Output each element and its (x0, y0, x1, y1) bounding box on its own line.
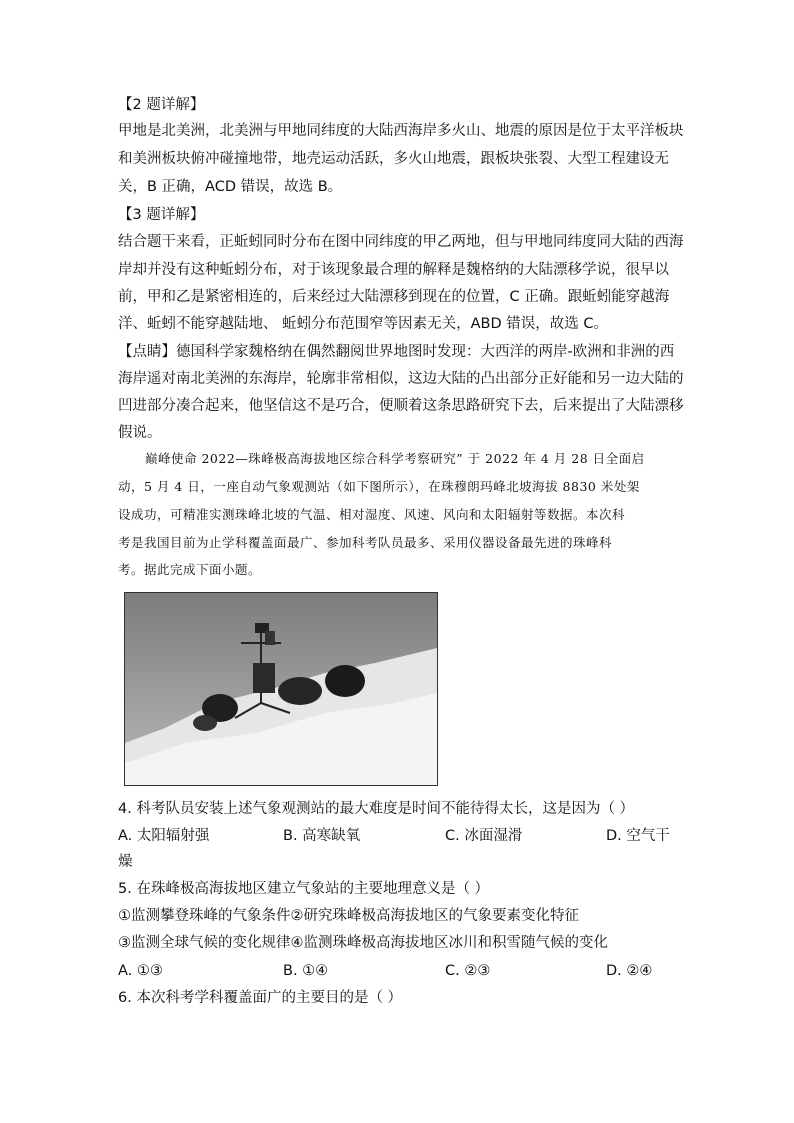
stem-line: 考。据此完成下面小题。 (118, 562, 262, 577)
option-c: C. ②③ (445, 963, 491, 979)
stem-line: 动，5 月 4 日，一座自动气象观测站（如下图所示），在珠穆朗玛峰北坡海拔 8830 米处架 (118, 479, 640, 494)
tip-line: 凹进部分凑合起来，他坚信这不是巧合，便顺着这条思路研究下去，后来提出了大陆漂移 (118, 398, 684, 414)
option-d: D. 空气干 (606, 828, 670, 844)
stem-line: 考是我国目前为止学科覆盖面最广、参加科考队员最多、采用仪器设备最先进的珠峰科 (118, 535, 613, 550)
option-d: D. ②④ (606, 963, 653, 979)
tip-line: 假说。 (118, 425, 162, 441)
tip-line: 海岸遥对南北美洲的东海岸，轮廓非常相似，这边大陆的凸出部分正好能和另一边大陆的 (118, 371, 684, 387)
question-5: 5. 在珠峰极高海拔地区建立气象站的主要地理意义是（ ） (118, 881, 490, 897)
statement-line: ③监测全球气候的变化规律④监测珠峰极高海拔地区冰川和积雪随气候的变化 (118, 935, 608, 951)
q3-explanation-line: 岸却并没有这种蚯蚓分布，对于该现象最合理的解释是魏格纳的大陆漂移学说，很早以 (118, 262, 669, 278)
option-c: C. 冰面湿滑 (445, 828, 523, 844)
q3-explanation-line: 结合题干来看，正蚯蚓同时分布在图中同纬度的甲乙两地，但与甲地同纬度同大陆的西海 (118, 234, 684, 250)
option-d-continued: 燥 (118, 854, 133, 870)
stem-line: 巅峰使命 2022—珠峰极高海拔地区综合科学考察研究” 于 2022 年 4 月 28 日全面启 (145, 451, 645, 466)
option-a: A. ①③ (118, 963, 163, 979)
question-6: 6. 本次科考学科覆盖面广的主要目的是（ ） (118, 990, 403, 1006)
q2-explanation-line: 甲地是北美洲，北美洲与甲地同纬度的大陆西海岸多火山、地震的原因是位于太平洋板块 (118, 123, 684, 139)
q2-explanation-line: 关，B 正确，ACD 错误，故选 B。 (118, 179, 343, 195)
question-4: 4. 科考队员安装上述气象观测站的最大难度是时间不能待得太长，这是因为（ ） (118, 801, 635, 817)
option-b: B. ①④ (283, 963, 329, 979)
stem-line: 设成功，可精准实测珠峰北坡的气温、相对湿度、风速、风向和太阳辐射等数据。本次科 (118, 507, 626, 522)
option-a: A. 太阳辐射强 (118, 828, 210, 844)
q3-explanation-header: 【3 题详解】 (118, 207, 205, 223)
q2-explanation-header: 【2 题详解】 (118, 97, 205, 113)
tip-line: 【点睛】德国科学家魏格纳在偶然翻阅世界地图时发现：大西洋的两岸-欧洲和非洲的西 (118, 344, 675, 360)
weather-station-photo (124, 592, 438, 786)
q3-explanation-line: 前，甲和乙是紧密相连的，后来经过大陆漂移到现在的位置，C 正确。跟蚯蚓能穿越海 (118, 289, 670, 305)
statement-line: ①监测攀登珠峰的气象条件②研究珠峰极高海拔地区的气象要素变化特征 (118, 908, 579, 924)
q3-explanation-line: 洋、蚯蚓不能穿越陆地、 蚯蚓分布范围窄等因素无关，ABD 错误，故选 C。 (118, 316, 608, 332)
option-b: B. 高寒缺氧 (283, 828, 361, 844)
q2-explanation-line: 和美洲板块俯冲碰撞地带，地壳运动活跃，多火山地震，跟板块张裂、大型工程建设无 (118, 151, 669, 167)
